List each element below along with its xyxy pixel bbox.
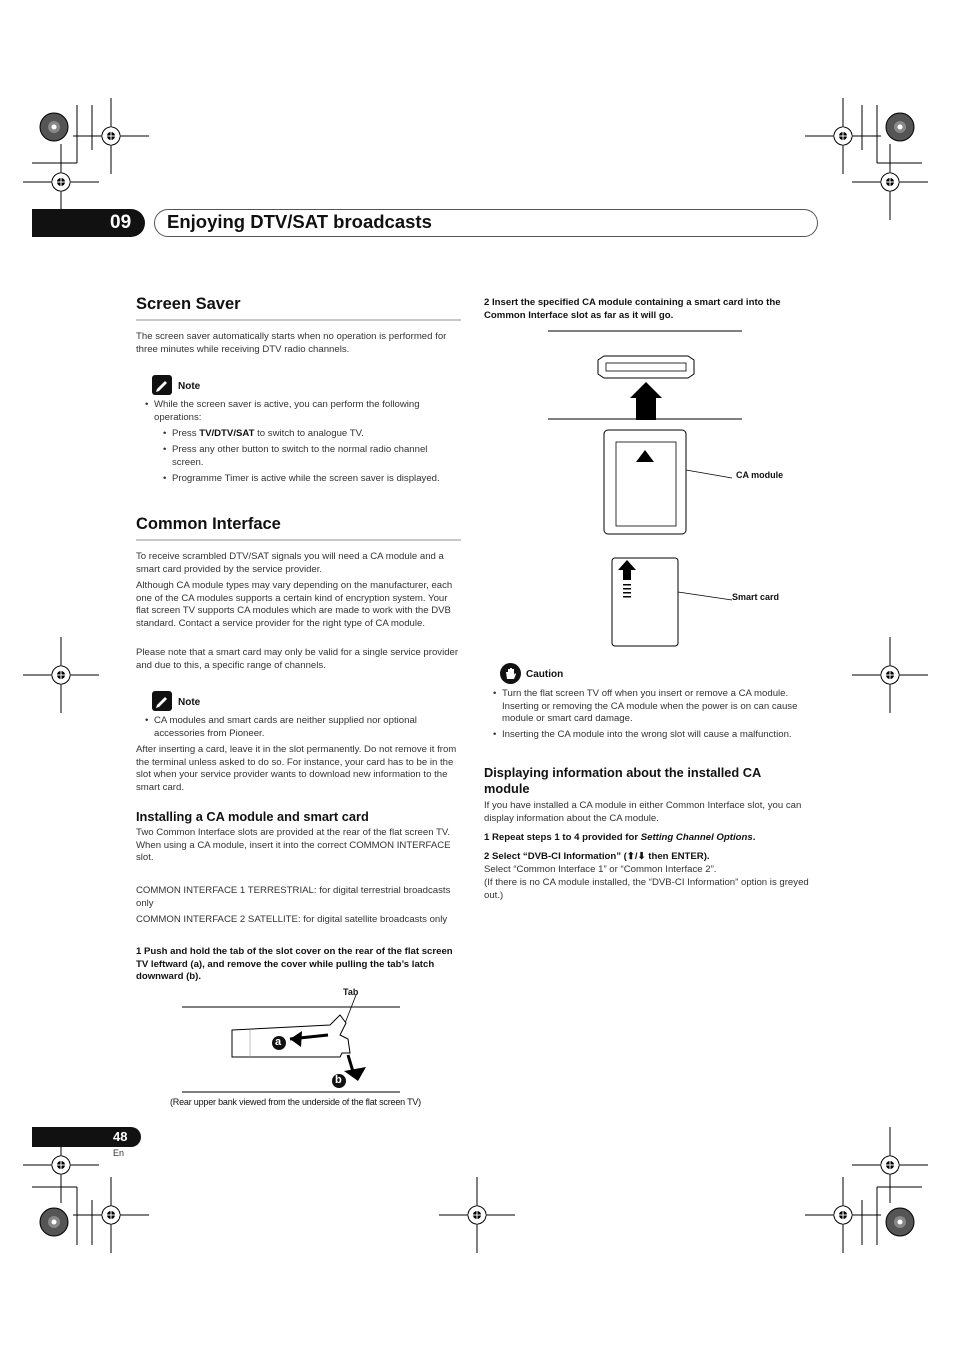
chapter-number: 09 <box>110 212 132 233</box>
installing-paragraph: COMMON INTERFACE 2 SATELLITE: for digital satellite broadcasts only <box>136 914 448 925</box>
caution-icon <box>500 663 521 684</box>
installing-paragraph: Two Common Interface slots are provided at the rear of the flat screen TV. When using a CA module, insert it into the correct COMMON INTERFACE slot. <box>136 827 451 864</box>
caution-label: Caution <box>526 669 564 680</box>
ca-module-label: CA module <box>736 470 784 480</box>
screen-saver-intro: The screen saver automatically starts when no operation is performed for three minutes while receiving DTV radio channels. <box>136 331 447 355</box>
display-info-sub: (If there is no CA module installed, the “DVB-CI Information” option is greyed out.) <box>484 877 809 901</box>
tab-label: Tab <box>343 987 359 997</box>
display-step-2: 2 Select “DVB-CI Information” (⬆/⬇ then ENTER). <box>484 851 710 862</box>
slot-cover-figure <box>180 995 460 1095</box>
up-down-arrow-icons: ⬆/⬇ <box>626 851 646 862</box>
note-sub-bullet: • Press TV/DTV/SAT to switch to analogue TV. <box>172 428 461 441</box>
figure-caption: (Rear upper bank viewed from the underside of the flat screen TV) <box>170 1097 421 1107</box>
caution-bullet: • Turn the flat screen TV off when you insert or remove a CA module. Inserting or removing the CA module when the power is on can cause module or smart card damage. <box>502 688 809 726</box>
note-sub-bullet: • Press any other button to switch to the normal radio channel screen. <box>172 444 442 469</box>
display-info-heading: Displaying information about the installed CA module <box>484 765 761 796</box>
ci-paragraph: Although CA module types may vary depending on the manufacturer, each one of the CA modules supports a certain kind of encryption system. Your flat screen TV supports CA modules which are made to work with the DVB standard. Contact a service provider for the right type of CA module. <box>136 580 453 629</box>
step-2: 2 Insert the specified CA module containing a smart card into the Common Interface slot as far as it will go. <box>484 297 781 321</box>
ci-paragraph: To receive scrambled DTV/SAT signals you will need a CA module and a smart card provided by the service provider. <box>136 551 444 575</box>
page-number: 48 <box>113 1129 128 1144</box>
note-label: Note <box>178 697 201 708</box>
display-info-intro: If you have installed a CA module in either Common Interface slot, you can display information about the CA module. <box>484 800 802 824</box>
display-step-1: 1 Repeat steps 1 to 4 provided for Setting Channel Options. <box>484 832 756 843</box>
ci-paragraph: After inserting a card, leave it in the slot permanently. Do not remove it from the terminal unless asked to do so. For instance, your card has to be in the slot when your service provider wants to download new information to the smart card. <box>136 744 457 793</box>
smart-card-label: Smart card <box>732 592 780 602</box>
ca-module-figure <box>548 330 748 650</box>
section-divider <box>136 319 461 321</box>
note-icon <box>152 691 172 711</box>
note-bullet: • CA modules and smart cards are neither supplied nor optional accessories from Pioneer. <box>154 715 461 740</box>
common-interface-heading: Common Interface <box>136 515 281 533</box>
note-label: Note <box>178 381 201 392</box>
label-b: b <box>335 1074 342 1086</box>
screen-saver-heading: Screen Saver <box>136 295 241 313</box>
caution-bullet: • Inserting the CA module into the wrong slot will cause a malfunction. <box>502 729 792 742</box>
language-label: En <box>113 1148 125 1158</box>
display-info-sub: Select “Common Interface 1” or “Common Interface 2”. <box>484 864 717 875</box>
section-divider <box>136 539 461 541</box>
note-sub-bullet: • Programme Timer is active while the screen saver is displayed. <box>172 473 442 486</box>
step-1: 1 Push and hold the tab of the slot cover on the rear of the flat screen TV leftward (a), and remove the cover while pulling the tab’s latch downward (b). <box>136 946 453 983</box>
note-icon <box>152 375 172 395</box>
chapter-title: Enjoying DTV/SAT broadcasts <box>167 211 432 232</box>
note-bullet: • While the screen saver is active, you can perform the following operations: <box>154 399 461 424</box>
label-a: a <box>275 1036 282 1048</box>
ci-paragraph: Please note that a smart card may only be valid for a single service provider and due to this, a specific range of channels. <box>136 647 459 671</box>
installing-heading: Installing a CA module and smart card <box>136 809 369 824</box>
installing-paragraph: COMMON INTERFACE 1 TERRESTRIAL: for digital terrestrial broadcasts only <box>136 885 451 909</box>
